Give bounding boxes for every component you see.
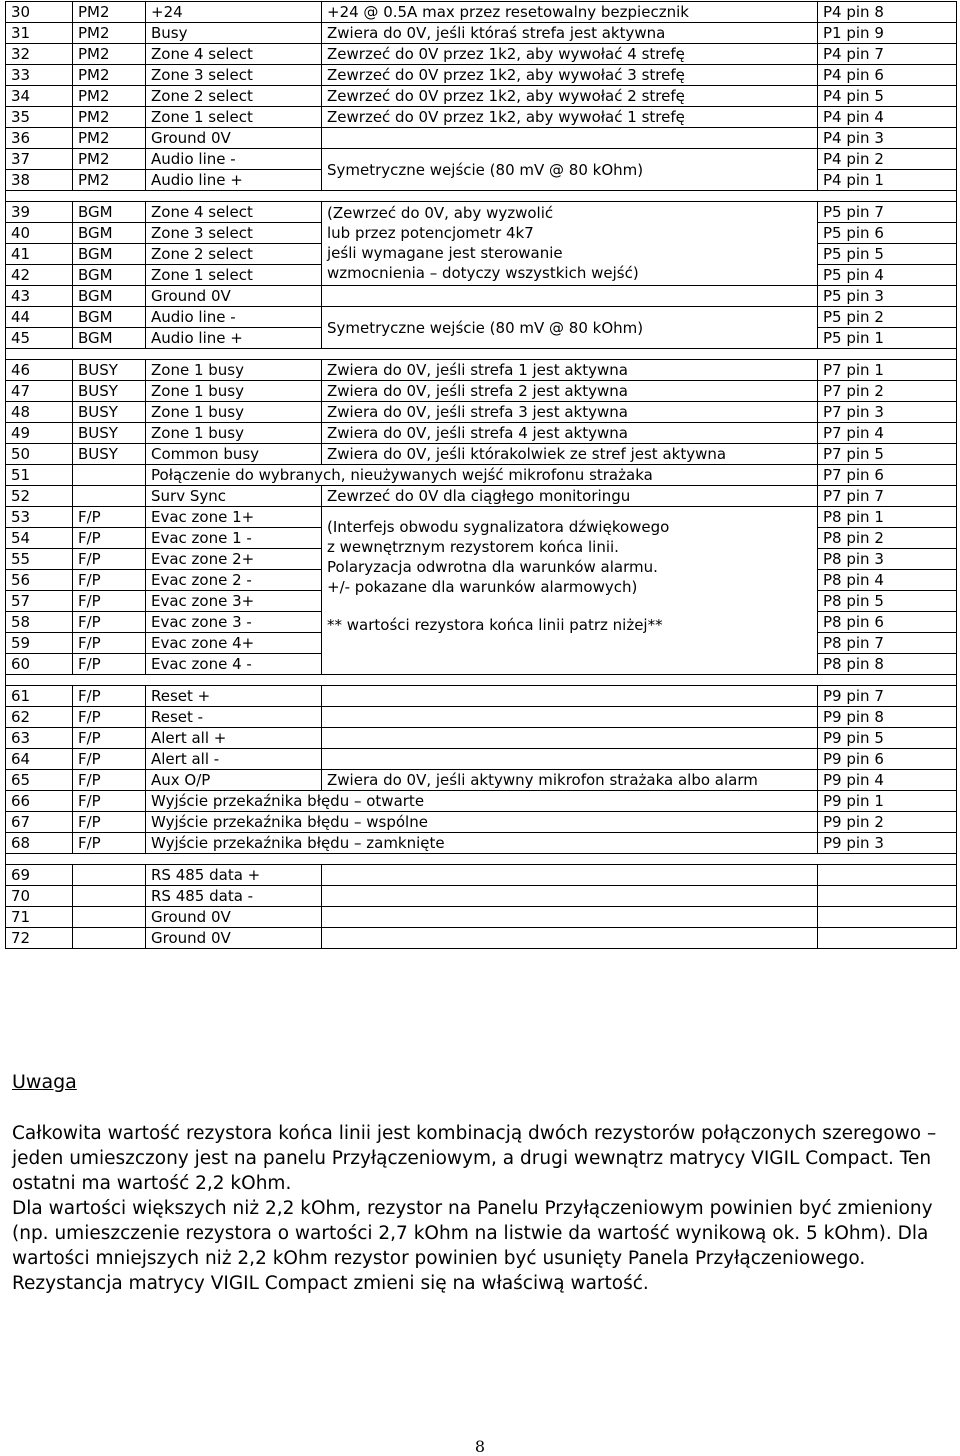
group-cell: BUSY: [73, 423, 146, 444]
group-cell: F/P: [73, 833, 146, 854]
table-row: [6, 202, 957, 223]
group-cell: PM2: [73, 65, 146, 86]
function-cell: Zone 1 busy: [146, 402, 322, 423]
description-line: jeśli wymagane jest sterowanie: [327, 244, 563, 262]
pin-number-cell: 72: [6, 928, 73, 949]
connector-cell: P7 pin 2: [818, 381, 957, 402]
connector-cell: P4 pin 6: [818, 65, 957, 86]
table-row: [6, 86, 957, 107]
description-cell: [322, 865, 818, 886]
gap-cell: [6, 854, 957, 865]
group-cell: BUSY: [73, 360, 146, 381]
section-gap: [6, 854, 957, 865]
connector-cell: P8 pin 8: [818, 654, 957, 675]
group-cell: BGM: [73, 307, 146, 328]
group-cell: BGM: [73, 265, 146, 286]
table-row: [6, 686, 957, 707]
group-cell: BGM: [73, 328, 146, 349]
group-cell: [73, 886, 146, 907]
description-cell: [322, 707, 818, 728]
connector-cell: P4 pin 1: [818, 170, 957, 191]
group-cell: BUSY: [73, 402, 146, 423]
function-cell: Surv Sync: [146, 486, 322, 507]
table-row: [6, 402, 957, 423]
pin-number-cell: 71: [6, 907, 73, 928]
connector-cell: [818, 865, 957, 886]
description-cell: [322, 728, 818, 749]
function-cell: Evac zone 3 -: [146, 612, 322, 633]
connector-cell: P7 pin 6: [818, 465, 957, 486]
description-line: z wewnętrznym rezystorem końca linii.: [327, 538, 619, 556]
pin-number-cell: 43: [6, 286, 73, 307]
table-row: [6, 2, 957, 23]
group-cell: PM2: [73, 149, 146, 170]
function-cell: Evac zone 1 -: [146, 528, 322, 549]
pin-number-cell: 55: [6, 549, 73, 570]
function-cell: Zone 2 select: [146, 244, 322, 265]
connector-cell: [818, 907, 957, 928]
connector-cell: P9 pin 1: [818, 791, 957, 812]
pin-number-cell: 57: [6, 591, 73, 612]
connector-cell: P8 pin 6: [818, 612, 957, 633]
connector-cell: P4 pin 3: [818, 128, 957, 149]
description-cell: Zewrzeć do 0V dla ciągłego monitoringu: [322, 486, 818, 507]
connector-cell: P5 pin 4: [818, 265, 957, 286]
description-cell: [322, 749, 818, 770]
group-cell: F/P: [73, 728, 146, 749]
group-cell: F/P: [73, 770, 146, 791]
group-cell: BGM: [73, 286, 146, 307]
table-row: [6, 486, 957, 507]
gap-cell: [6, 191, 957, 202]
description-cell: Zwiera do 0V, jeśli którakolwiek ze stref jest aktywna: [322, 444, 818, 465]
table-row: [6, 307, 957, 328]
table-row: [6, 812, 957, 833]
description-cell: Zwiera do 0V, jeśli strefa 2 jest aktywna: [322, 381, 818, 402]
function-cell: Zone 1 select: [146, 107, 322, 128]
pin-number-cell: 63: [6, 728, 73, 749]
function-cell: Evac zone 2 -: [146, 570, 322, 591]
group-cell: F/P: [73, 528, 146, 549]
pin-number-cell: 46: [6, 360, 73, 381]
group-cell: F/P: [73, 749, 146, 770]
gap-cell: [6, 675, 957, 686]
connector-cell: P7 pin 4: [818, 423, 957, 444]
group-cell: [73, 865, 146, 886]
pin-number-cell: 69: [6, 865, 73, 886]
description-cell: Zewrzeć do 0V przez 1k2, aby wywołać 4 strefę: [322, 44, 818, 65]
function-cell: Zone 4 select: [146, 202, 322, 223]
function-cell: Busy: [146, 23, 322, 44]
description-line: +/- pokazane dla warunków alarmowych): [327, 578, 638, 596]
connector-cell: P8 pin 2: [818, 528, 957, 549]
pin-number-cell: 30: [6, 2, 73, 23]
pin-number-cell: 70: [6, 886, 73, 907]
pin-number-cell: 45: [6, 328, 73, 349]
description-merged-cell: Symetryczne wejście (80 mV @ 80 kOhm): [322, 307, 818, 349]
pin-number-cell: 59: [6, 633, 73, 654]
pin-number-cell: 36: [6, 128, 73, 149]
connector-cell: P9 pin 7: [818, 686, 957, 707]
pin-number-cell: 67: [6, 812, 73, 833]
description-line: (Zewrzeć do 0V, aby wyzwolić: [327, 204, 554, 222]
pin-number-cell: 48: [6, 402, 73, 423]
group-cell: BUSY: [73, 444, 146, 465]
description-cell: Zwiera do 0V, jeśli strefa 1 jest aktywna: [322, 360, 818, 381]
description-cell: [322, 886, 818, 907]
description-span-cell: Połączenie do wybranych, nieużywanych wejść mikrofonu strażaka: [146, 465, 818, 486]
description-cell: [322, 686, 818, 707]
pin-number-cell: 50: [6, 444, 73, 465]
group-cell: PM2: [73, 128, 146, 149]
group-cell: F/P: [73, 591, 146, 612]
group-cell: [73, 465, 146, 486]
function-cell: Audio line -: [146, 149, 322, 170]
table-row: [6, 149, 957, 170]
connector-cell: P4 pin 2: [818, 149, 957, 170]
section-gap: [6, 349, 957, 360]
connector-cell: P4 pin 5: [818, 86, 957, 107]
connector-cell: P7 pin 1: [818, 360, 957, 381]
connector-cell: P1 pin 9: [818, 23, 957, 44]
pin-number-cell: 44: [6, 307, 73, 328]
connector-cell: P8 pin 4: [818, 570, 957, 591]
function-cell: Audio line -: [146, 307, 322, 328]
table-row: [6, 507, 957, 528]
function-cell: RS 485 data -: [146, 886, 322, 907]
group-cell: BGM: [73, 202, 146, 223]
pin-number-cell: 35: [6, 107, 73, 128]
connector-cell: P9 pin 6: [818, 749, 957, 770]
pinout-table: [5, 1, 957, 949]
description-cell: Zwiera do 0V, jeśli strefa 4 jest aktywna: [322, 423, 818, 444]
group-cell: F/P: [73, 812, 146, 833]
pin-number-cell: 66: [6, 791, 73, 812]
function-cell: Evac zone 4 -: [146, 654, 322, 675]
function-cell: Audio line +: [146, 170, 322, 191]
table-row: [6, 423, 957, 444]
connector-cell: P7 pin 7: [818, 486, 957, 507]
connector-cell: P9 pin 8: [818, 707, 957, 728]
connector-cell: P8 pin 5: [818, 591, 957, 612]
table-row: [6, 791, 957, 812]
function-cell: Evac zone 2+: [146, 549, 322, 570]
description-line: wzmocnienia – dotyczy wszystkich wejść): [327, 264, 639, 282]
pin-number-cell: 49: [6, 423, 73, 444]
section-gap: [6, 191, 957, 202]
connector-cell: P7 pin 3: [818, 402, 957, 423]
description-cell: [322, 907, 818, 928]
group-cell: PM2: [73, 44, 146, 65]
function-cell: +24: [146, 2, 322, 23]
description-line: (Interfejs obwodu sygnalizatora dźwiękowego: [327, 518, 670, 536]
table-row: [6, 886, 957, 907]
description-span-cell: Wyjście przekaźnika błędu – wspólne: [146, 812, 818, 833]
pin-number-cell: 51: [6, 465, 73, 486]
connector-cell: [818, 886, 957, 907]
group-cell: F/P: [73, 654, 146, 675]
connector-cell: P8 pin 3: [818, 549, 957, 570]
function-cell: Evac zone 1+: [146, 507, 322, 528]
group-cell: BGM: [73, 223, 146, 244]
table-row: [6, 360, 957, 381]
group-cell: F/P: [73, 549, 146, 570]
pin-number-cell: 38: [6, 170, 73, 191]
description-merged-cell: [322, 507, 818, 675]
table-row: [6, 23, 957, 44]
pin-number-cell: 54: [6, 528, 73, 549]
pin-number-cell: 62: [6, 707, 73, 728]
note-body: Całkowita wartość rezystora końca linii jest kombinacją dwóch rezystorów połączonych szeregowo – jeden umieszczony jest na panelu Przyłączeniowym, a drugi wewnątrz matrycy VIGIL Compact. Ten ostatni ma wartość 2,2 kOhm. Dla wartości większych niż 2,2 kOhm, rezystor na Panelu Przyłączeniowym powinien być zmieniony (np. umieszczenie rezystora o wartości 2,7 kOhm na listwie da wartość wynikową ok. 5 kOhm). Dla wartości mniejszych niż 2,2 kOhm rezystor powinien być usunięty Panela Przyłączeniowego. Rezystancja matrycy VIGIL Compact zmieni się na właściwą wartość.: [12, 1123, 937, 1294]
pin-number-cell: 31: [6, 23, 73, 44]
table-row: [6, 465, 957, 486]
description-cell: Zwiera do 0V, jeśli aktywny mikrofon strażaka albo alarm: [322, 770, 818, 791]
function-cell: Zone 1 busy: [146, 423, 322, 444]
table-row: [6, 707, 957, 728]
function-cell: Zone 3 select: [146, 65, 322, 86]
function-cell: Common busy: [146, 444, 322, 465]
pin-number-cell: 33: [6, 65, 73, 86]
group-cell: F/P: [73, 707, 146, 728]
table-row: [6, 749, 957, 770]
group-cell: PM2: [73, 86, 146, 107]
connector-cell: P8 pin 7: [818, 633, 957, 654]
pin-number-cell: 40: [6, 223, 73, 244]
group-cell: F/P: [73, 570, 146, 591]
connector-cell: P9 pin 5: [818, 728, 957, 749]
description-cell: Zewrzeć do 0V przez 1k2, aby wywołać 1 strefę: [322, 107, 818, 128]
description-line: lub przez potencjometr 4k7: [327, 224, 534, 242]
function-cell: Zone 3 select: [146, 223, 322, 244]
group-cell: F/P: [73, 633, 146, 654]
function-cell: Reset -: [146, 707, 322, 728]
pin-number-cell: 64: [6, 749, 73, 770]
description-line: Polaryzacja odwrotna dla warunków alarmu.: [327, 558, 658, 576]
connector-cell: P7 pin 5: [818, 444, 957, 465]
connector-cell: P5 pin 2: [818, 307, 957, 328]
function-cell: Zone 1 busy: [146, 360, 322, 381]
function-cell: Zone 1 busy: [146, 381, 322, 402]
connector-cell: [818, 928, 957, 949]
function-cell: Ground 0V: [146, 286, 322, 307]
function-cell: Evac zone 3+: [146, 591, 322, 612]
table-row: [6, 928, 957, 949]
connector-cell: P9 pin 2: [818, 812, 957, 833]
page-number: 8: [474, 1437, 486, 1456]
table-row: [6, 44, 957, 65]
description-cell: [322, 128, 818, 149]
description-cell: [322, 928, 818, 949]
table-row: [6, 128, 957, 149]
function-cell: Alert all +: [146, 728, 322, 749]
pin-number-cell: 58: [6, 612, 73, 633]
table-row: [6, 865, 957, 886]
description-cell: Zwiera do 0V, jeśli któraś strefa jest aktywna: [322, 23, 818, 44]
pin-number-cell: 53: [6, 507, 73, 528]
description-cell: Zwiera do 0V, jeśli strefa 3 jest aktywna: [322, 402, 818, 423]
table-row: [6, 286, 957, 307]
pin-number-cell: 68: [6, 833, 73, 854]
function-cell: Evac zone 4+: [146, 633, 322, 654]
table-row: [6, 907, 957, 928]
function-cell: Ground 0V: [146, 928, 322, 949]
function-cell: Reset +: [146, 686, 322, 707]
function-cell: Zone 4 select: [146, 44, 322, 65]
table-row: [6, 65, 957, 86]
pin-number-cell: 47: [6, 381, 73, 402]
description-span-cell: Wyjście przekaźnika błędu – zamknięte: [146, 833, 818, 854]
description-cell: Zewrzeć do 0V przez 1k2, aby wywołać 2 strefę: [322, 86, 818, 107]
connector-cell: P5 pin 6: [818, 223, 957, 244]
function-cell: RS 485 data +: [146, 865, 322, 886]
group-cell: PM2: [73, 170, 146, 191]
group-cell: F/P: [73, 612, 146, 633]
connector-cell: P5 pin 1: [818, 328, 957, 349]
pin-number-cell: 32: [6, 44, 73, 65]
description-line: ** wartości rezystora końca linii patrz niżej**: [327, 616, 663, 634]
pin-number-cell: 61: [6, 686, 73, 707]
table-row: [6, 107, 957, 128]
description-cell: [322, 286, 818, 307]
function-cell: Zone 2 select: [146, 86, 322, 107]
pin-number-cell: 37: [6, 149, 73, 170]
pin-number-cell: 42: [6, 265, 73, 286]
group-cell: [73, 907, 146, 928]
table-row: [6, 728, 957, 749]
description-merged-cell: [322, 202, 818, 286]
description-cell: Zewrzeć do 0V przez 1k2, aby wywołać 3 strefę: [322, 65, 818, 86]
connector-cell: P4 pin 8: [818, 2, 957, 23]
group-cell: [73, 928, 146, 949]
description-span-cell: Wyjście przekaźnika błędu – otwarte: [146, 791, 818, 812]
function-cell: Ground 0V: [146, 128, 322, 149]
connector-cell: P9 pin 3: [818, 833, 957, 854]
function-cell: Ground 0V: [146, 907, 322, 928]
gap-cell: [6, 349, 957, 360]
section-gap: [6, 675, 957, 686]
note-title: Uwaga: [12, 1071, 77, 1093]
connector-cell: P5 pin 3: [818, 286, 957, 307]
connector-cell: P5 pin 7: [818, 202, 957, 223]
pin-number-cell: 41: [6, 244, 73, 265]
pin-number-cell: 52: [6, 486, 73, 507]
group-cell: BGM: [73, 244, 146, 265]
group-cell: PM2: [73, 107, 146, 128]
pin-number-cell: 65: [6, 770, 73, 791]
table-row: [6, 444, 957, 465]
group-cell: F/P: [73, 791, 146, 812]
pin-number-cell: 39: [6, 202, 73, 223]
description-cell: +24 @ 0.5A max przez resetowalny bezpiecznik: [322, 2, 818, 23]
connector-cell: P4 pin 7: [818, 44, 957, 65]
connector-cell: P4 pin 4: [818, 107, 957, 128]
table-row: [6, 770, 957, 791]
table-row: [6, 381, 957, 402]
group-cell: [73, 486, 146, 507]
connector-cell: P9 pin 4: [818, 770, 957, 791]
pin-number-cell: 56: [6, 570, 73, 591]
group-cell: PM2: [73, 23, 146, 44]
group-cell: F/P: [73, 686, 146, 707]
connector-cell: P8 pin 1: [818, 507, 957, 528]
pin-number-cell: 34: [6, 86, 73, 107]
connector-cell: P5 pin 5: [818, 244, 957, 265]
function-cell: Zone 1 select: [146, 265, 322, 286]
function-cell: Alert all -: [146, 749, 322, 770]
description-merged-cell: Symetryczne wejście (80 mV @ 80 kOhm): [322, 149, 818, 191]
function-cell: Aux O/P: [146, 770, 322, 791]
table-row: [6, 833, 957, 854]
function-cell: Audio line +: [146, 328, 322, 349]
group-cell: PM2: [73, 2, 146, 23]
group-cell: BUSY: [73, 381, 146, 402]
group-cell: F/P: [73, 507, 146, 528]
pin-number-cell: 60: [6, 654, 73, 675]
